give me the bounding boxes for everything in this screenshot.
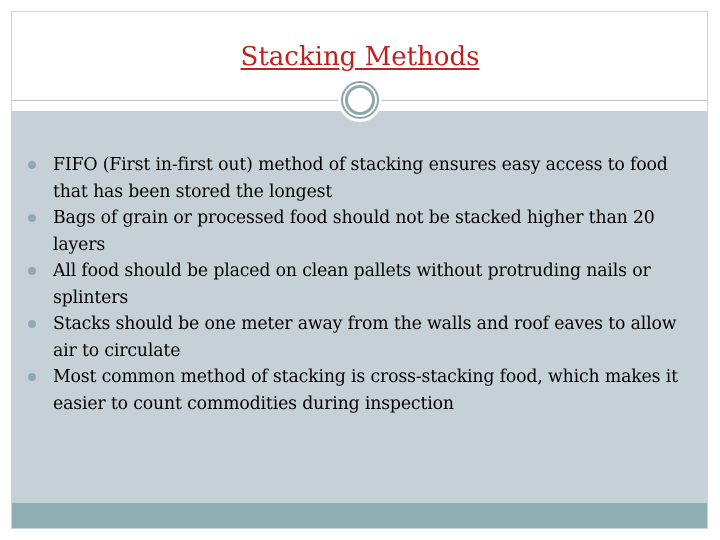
bullet-dot-icon bbox=[28, 161, 36, 169]
bullet-text: FIFO (First in-first out) method of stacking ensures easy access to food that has been stored the longest bbox=[53, 155, 668, 202]
bullet-item bbox=[28, 311, 688, 364]
bullet-text: Bags of grain or processed food should not be stacked higher than 20 layers bbox=[53, 208, 655, 255]
slide-title: Stacking Methods bbox=[240, 42, 480, 72]
circle-ornament-inner-ring bbox=[345, 85, 375, 115]
footer-band bbox=[12, 503, 707, 528]
bullet-item bbox=[28, 205, 688, 258]
bullet-text: All food should be placed on clean pallets without protruding nails or splinters bbox=[53, 261, 651, 308]
bullet-item bbox=[28, 364, 688, 417]
bullet-dot-icon bbox=[28, 373, 36, 381]
bullet-list bbox=[28, 152, 688, 417]
bullet-text: Stacks should be one meter away from the walls and roof eaves to allow air to circulate bbox=[53, 314, 677, 361]
bullet-dot-icon bbox=[28, 214, 36, 222]
bullet-dot-icon bbox=[28, 320, 36, 328]
bullet-dot-icon bbox=[28, 267, 36, 275]
bullet-item bbox=[28, 258, 688, 311]
bullet-item bbox=[28, 152, 688, 205]
bullet-text: Most common method of stacking is cross-stacking food, which makes it easier to count commodities during inspection bbox=[53, 367, 678, 414]
